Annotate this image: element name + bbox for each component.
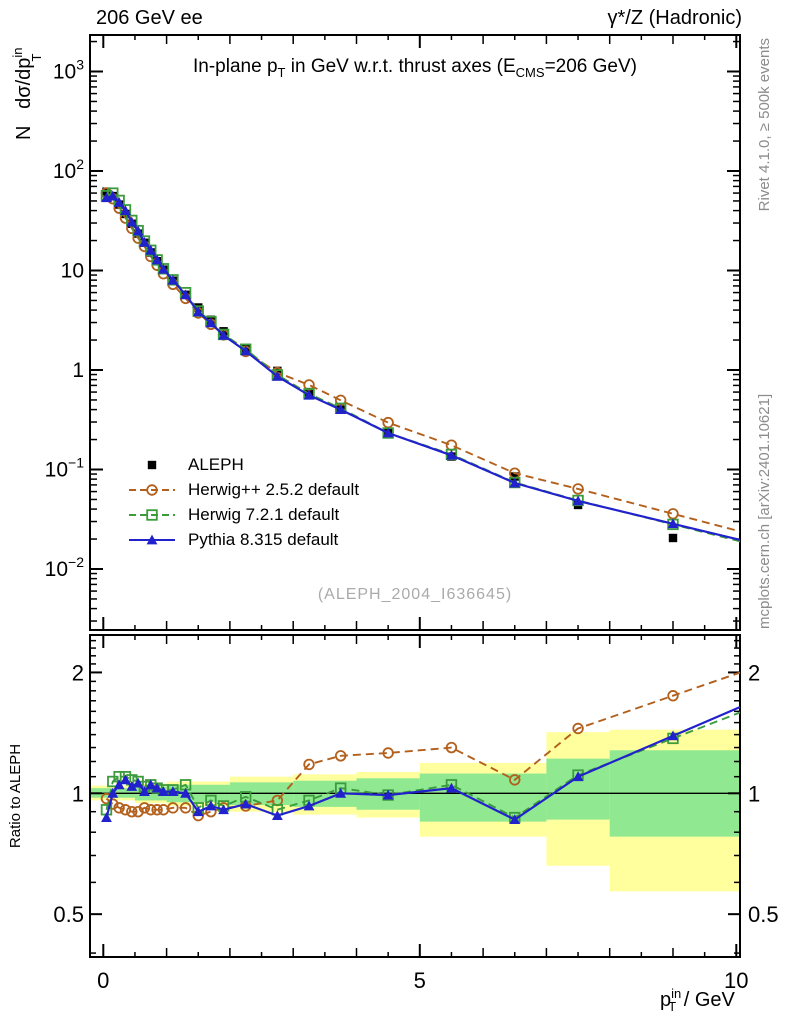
- title-text-end: =206 GeV): [544, 56, 637, 77]
- svg-text:2: 2: [71, 660, 84, 686]
- rivet-version-note: Rivet 4.1.0, ≥ 500k events: [756, 38, 773, 212]
- svg-text:1: 1: [71, 781, 84, 807]
- legend-marker-herwig7: [128, 506, 176, 524]
- title-text-mid: in GeV w.r.t. thrust axes (E: [285, 56, 516, 77]
- legend-label: ALEPH: [188, 454, 244, 474]
- svg-text:5: 5: [413, 968, 426, 993]
- watermark: (ALEPH_2004_I636645): [317, 586, 513, 603]
- title-subscript-t: T: [277, 65, 286, 80]
- mcplots-arxiv-note: mcplots.cern.ch [arXiv:2401.10621]: [756, 393, 773, 629]
- beam-energy-label: 206 GeV ee: [96, 7, 203, 29]
- legend-item-herwigpp: [128, 477, 359, 502]
- legend-marker-pythia: [128, 531, 176, 549]
- svg-text:10: 10: [60, 259, 84, 283]
- title-text: In-plane p: [193, 56, 278, 77]
- legend: [128, 452, 359, 552]
- svg-text:0.5: 0.5: [748, 902, 779, 928]
- svg-text:10−2: $10^{-2}$: [44, 554, 84, 581]
- legend-label: Pythia 8.315 default: [188, 529, 339, 549]
- uncertainty-bands: [90, 730, 740, 892]
- x-axis-title: $p^{in}$ T / GeV: [660, 986, 735, 1014]
- ratio-axis-title: Ratio to ALEPH: [7, 743, 24, 849]
- process-label: γ*/Z (Hadronic): [607, 7, 742, 29]
- svg-text:1: 1: [72, 359, 84, 382]
- svg-text:1: 1: [748, 781, 761, 807]
- svg-text:103: $10^3$: [52, 56, 84, 84]
- svg-text:10−1: $10^{-1}$: [44, 454, 84, 482]
- legend-item-pythia: [128, 527, 359, 552]
- legend-marker-aleph: [128, 456, 176, 474]
- plot-title: [90, 56, 740, 80]
- legend-label: Herwig++ 2.5.2 default: [188, 479, 360, 499]
- legend-label: Herwig 7.2.1 default: [188, 504, 340, 524]
- legend-item-herwig7: [128, 502, 359, 527]
- legend-item-aleph: [128, 452, 359, 477]
- legend-marker-herwigpp: [128, 481, 176, 499]
- svg-text:102: $10^2$: [52, 156, 84, 183]
- svg-text:0: 0: [97, 968, 110, 993]
- svg-text:10: 10: [724, 968, 749, 993]
- y-axis-title: N $d\sigma/dp^{in}$ T: [10, 47, 44, 140]
- svg-text:0.5: 0.5: [53, 902, 84, 928]
- title-subscript-cms: CMS: [515, 65, 545, 80]
- svg-text:2: 2: [748, 660, 761, 686]
